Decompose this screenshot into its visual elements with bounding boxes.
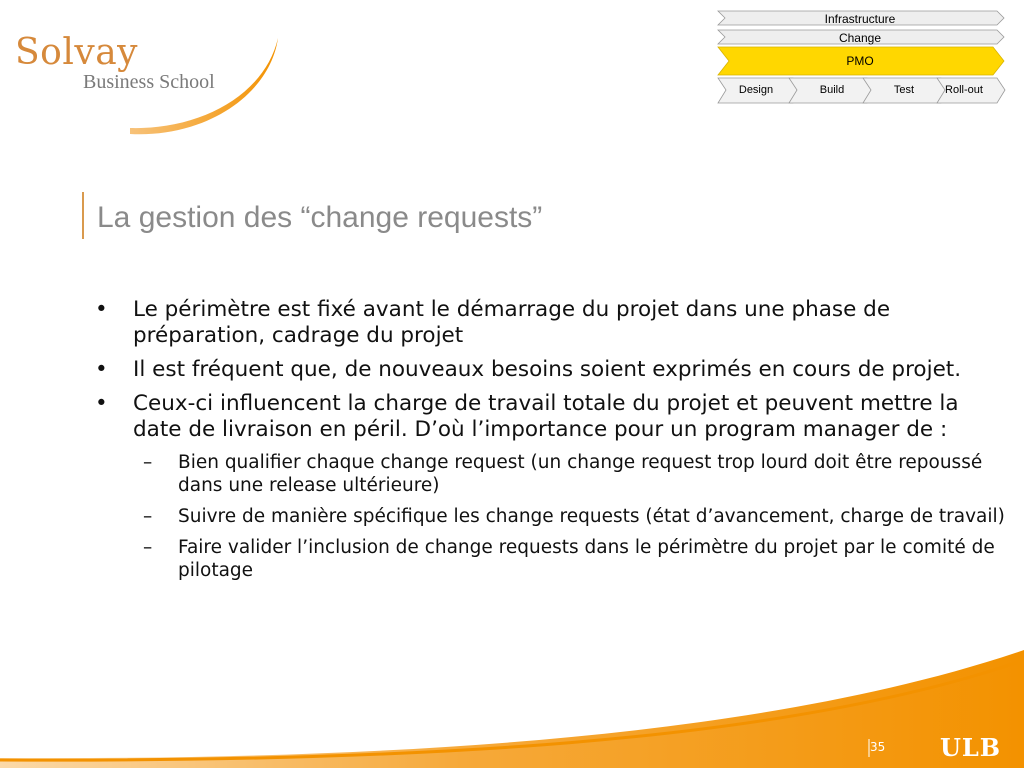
sub-bullet-text: Faire valider l’inclusion de change requests dans le périmètre du projet par le comité de pilotage <box>178 537 995 581</box>
phase-roll-out: Roll-out <box>945 84 983 96</box>
page-number: 35 <box>870 740 886 754</box>
sub-bullet-text: Suivre de manière spécifique les change requests (état d’avancement, charge de travail) <box>178 506 1005 527</box>
phase-test: Test <box>893 84 915 96</box>
bullet-mark: • <box>95 297 108 322</box>
sub-bullet-mark: – <box>143 537 153 558</box>
ulb-logo: ULB <box>940 733 1002 762</box>
sub-bullet-mark: – <box>143 452 153 473</box>
bullet-mark: • <box>95 357 108 382</box>
logo-brand: Solvay <box>15 32 138 73</box>
bullet-mark: • <box>95 391 108 416</box>
phase-design: Design <box>738 84 774 96</box>
logo-subtitle: Business School <box>83 71 215 93</box>
phase-build: Build <box>819 84 845 96</box>
sub-bullet-text: Bien qualifier chaque change request (un change request trop lourd doit être repoussé dans une release ultérieure) <box>178 452 983 496</box>
infrastructure-label: Infrastructure <box>824 12 896 26</box>
bullet-text: Ceux-ci influencent la charge de travail totale du projet et peuvent mettre la date de livraison en péril. D’où l’importance pour un program manager de : <box>133 391 959 442</box>
sub-bullet-mark: – <box>143 506 153 527</box>
page-title: La gestion des “change requests” <box>97 201 543 234</box>
pmo-label: PMO <box>846 54 874 68</box>
change-label: Change <box>838 31 882 45</box>
bullet-text: Le périmètre est fixé avant le démarrage du projet dans une phase de préparation, cadrage du projet <box>133 297 891 348</box>
bullet-text: Il est fréquent que, de nouveaux besoins soient exprimés en cours de projet. <box>133 357 962 382</box>
